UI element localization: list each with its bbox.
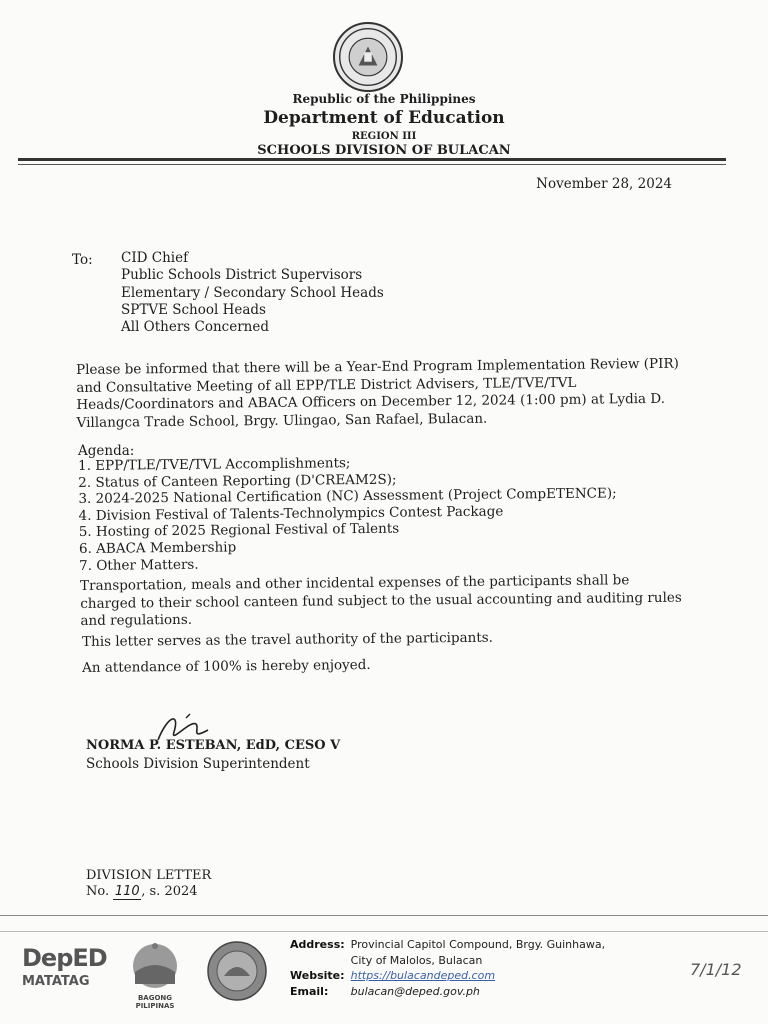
email-address[interactable]: bulacan@deped.gov.ph — [350, 984, 480, 998]
department-heading: Department of Education — [263, 108, 505, 128]
recipient: CID Chief — [121, 250, 189, 266]
agenda-item: 1. EPP/TLE/TVE/TVL Accomplishments; — [78, 455, 351, 474]
number-prefix: No. — [86, 884, 110, 899]
footer-rule — [0, 915, 768, 916]
travel-authority-paragraph: This letter serves as the travel authority of the participants. — [82, 629, 494, 650]
agenda-item: 4. Division Festival of Talents-Technolympics Contest Package — [78, 503, 504, 524]
footer-contact — [290, 937, 611, 999]
division-letter-number — [86, 884, 198, 900]
recipient: Elementary / Secondary School Heads — [121, 284, 384, 301]
bagong-pilipinas-emblem-icon — [118, 938, 192, 990]
agenda-item: 6. ABACA Membership — [78, 539, 237, 557]
website-label: Website: — [290, 969, 345, 982]
address-line: City of Malolos, Bulacan — [350, 953, 483, 967]
agenda-list — [78, 452, 617, 574]
handwritten-note: 7/1/12 — [690, 960, 742, 979]
bagong-pilipinas-logo — [118, 938, 192, 1010]
deped-seal-icon — [333, 22, 403, 92]
deped-logo-text: DepED — [22, 944, 107, 972]
address-line: Provincial Capitol Compound, Brgy. Guinhawa, — [350, 938, 606, 951]
agenda-item: 7. Other Matters. — [79, 556, 199, 574]
agenda-item: 2. Status of Canteen Reporting (D'CREAM2S); — [78, 471, 397, 491]
division-heading: SCHOOLS DIVISION OF BULACAN — [257, 143, 511, 158]
letter-number: 110 — [114, 884, 140, 899]
matatag-logo-text: MATATAG — [22, 974, 90, 989]
email-label: Email: — [290, 984, 329, 998]
deped-matatag-logo — [22, 944, 110, 1006]
letter-date: November 28, 2024 — [536, 176, 672, 192]
website-link[interactable]: https://bulacandeped.com — [350, 969, 496, 982]
footer-rule-thin — [0, 931, 768, 932]
signer-name: NORMA P. ESTEBAN, EdD, CESO V — [86, 738, 341, 753]
agenda-item: 3. 2024-2025 National Certification (NC) Assessment (Project CompETENCE); — [78, 485, 617, 508]
letter-series: , s. 2024 — [141, 884, 198, 899]
header-rule-thin — [18, 164, 726, 165]
recipient-list — [121, 250, 384, 336]
republic-heading: Republic of the Philippines — [292, 92, 476, 106]
agenda-item: 5. Hosting of 2025 Regional Festival of Talents — [78, 521, 400, 541]
bagong-pilipinas-text: BAGONG PILIPINAS — [135, 994, 175, 1010]
header-rule — [18, 158, 726, 161]
attendance-paragraph: An attendance of 100% is hereby enjoyed. — [82, 656, 371, 676]
recipient: All Others Concerned — [121, 319, 270, 336]
recipient: SPTVE School Heads — [121, 301, 266, 318]
expenses-paragraph: Transportation, meals and other incidental expenses of the participants shall be charged to their school canteen fund subject to the usual accounting and auditing rules and regulations. — [80, 572, 682, 629]
region-heading: REGION III — [351, 131, 417, 142]
to-label: To: — [72, 252, 93, 268]
signer-title: Schools Division Superintendent — [86, 756, 310, 772]
division-seal-icon — [204, 940, 270, 1002]
agenda-title: Agenda: — [78, 443, 135, 459]
address-label: Address: — [290, 938, 345, 951]
recipient: Public Schools District Supervisors — [121, 267, 363, 284]
intro-paragraph: Please be informed that there will be a Year-End Program Implementation Review (PIR) and Consultative Meeting of all EPP/TLE District Advisers, TLE/TVE/TVL Heads/Coordinators and ABACA Officers on December 12, 2024 (1:00 pm) at Lydia D. Villangca Trade School, Brgy. Ulingao, San Rafael, Bulacan. — [76, 355, 679, 431]
division-letter-label: DIVISION LETTER — [86, 868, 212, 883]
